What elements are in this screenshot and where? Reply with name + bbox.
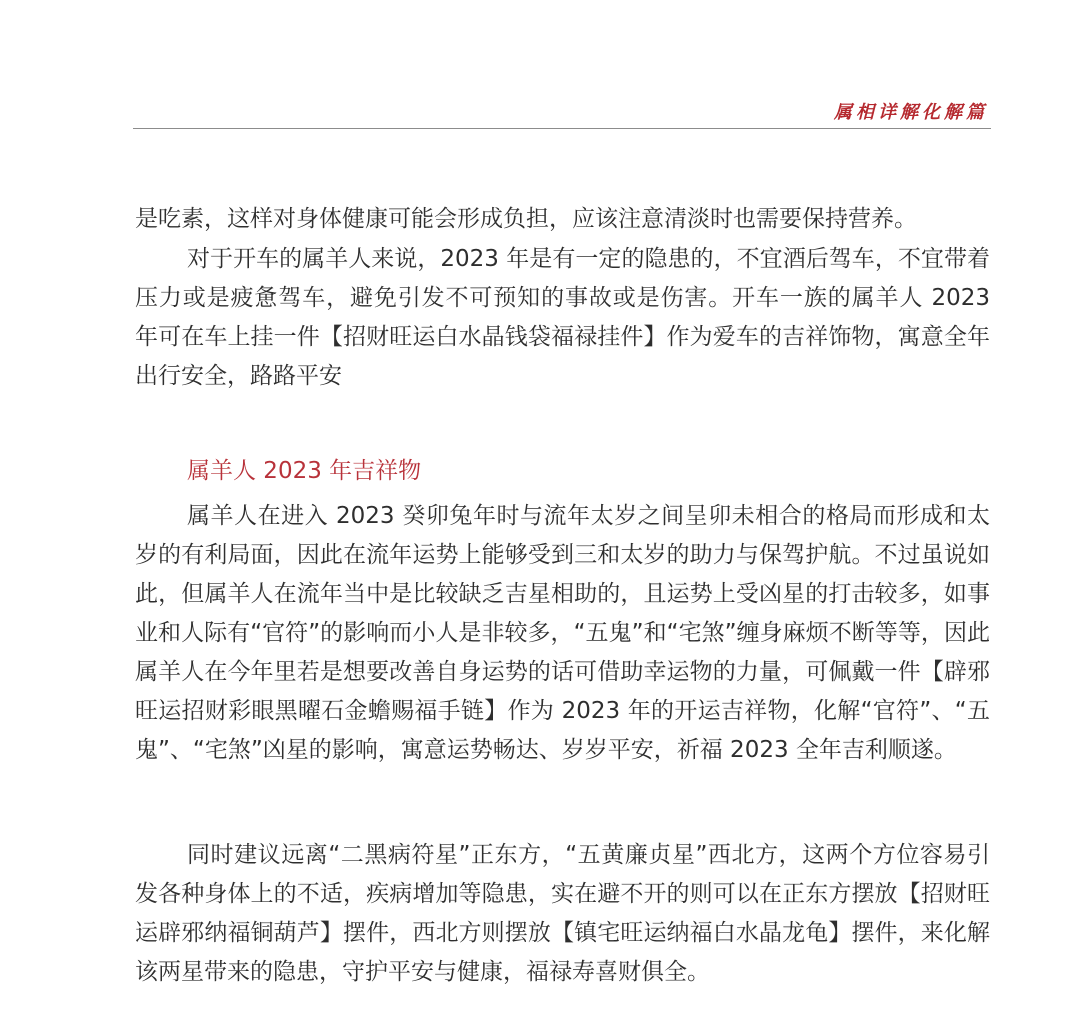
paragraph-driving-advice: 对于开车的属羊人来说，2023 年是有一定的隐患的，不宜酒后驾车，不宜带着压力或是疲惫驾车，避免引发不可预知的事故或是伤害。开车一族的属羊人 2023 年可在车上挂一件【招财旺运白水晶钱袋福禄挂件】作为爱车的吉祥饰物，寓意全年出行安全，路路平安 [135,246,990,389]
paragraph-continued: 是吃素，这样对身体健康可能会形成负担，应该注意清淡时也需要保持营养。 [135,206,917,232]
section-heading-mascot: 属羊人 2023 年吉祥物 [187,458,422,484]
paragraph-mascot: 属羊人在进入 2023 癸卯兔年时与流年太岁之间呈卯未相合的格局而形成和太岁的有利局面，因此在流年运势上能够受到三和太岁的助力与保驾护航。不过虽说如此，但属羊人在流年当中是比较缺乏吉星相助的，且运势上受凶星的打击较多，如事业和人际有“官符”的影响而小人是非较多，“五鬼”和“宅煞”缠身麻烦不断等等，因此属羊人在今年里若是想要改善自身运势的话可借助幸运物的力量，可佩戴一件【辟邪旺运招财彩眼黑曜石金蟾赐福手链】作为 2023 年的开运吉祥物，化解“官符”、“五鬼”、“宅煞”凶星的影响，寓意运势畅达、岁岁平安，祈福 2023 全年吉利顺遂。 [135,503,990,763]
paragraph-directions: 同时建议远离“二黑病符星”正东方，“五黄廉贞星”西北方，这两个方位容易引发各种身体上的不适，疾病增加等隐患，实在避不开的则可以在正东方摆放【招财旺运辟邪纳福铜葫芦】摆件，西北方则摆放【镇宅旺运纳福白水晶龙龟】摆件，来化解该两星带来的隐患，守护平安与健康，福禄寿喜财俱全。 [135,842,990,985]
header-divider [133,128,991,129]
running-header-title: 属相详解化解篇 [834,102,988,123]
